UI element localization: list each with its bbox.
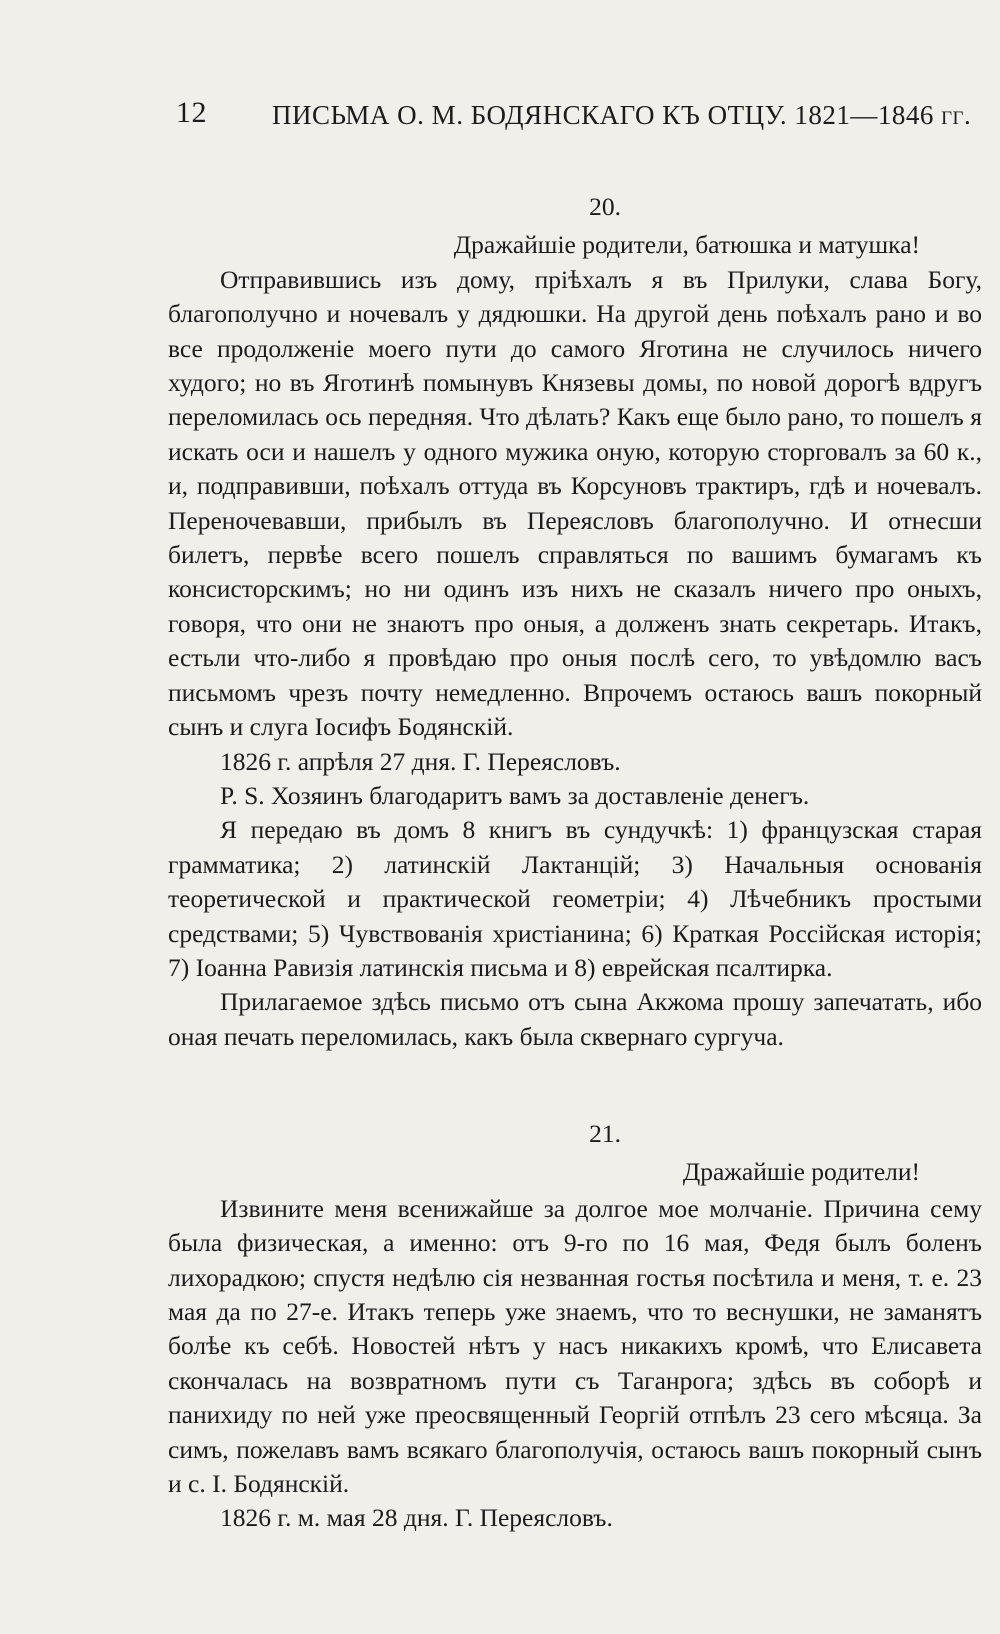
salutation: Дражайшіе родители! xyxy=(682,1157,920,1187)
paragraph: Прилагаемое здѣсь письмо отъ сына Акжома прошу запечатать, ибо оная печать переломилась, какъ была сквернаго сургуча. xyxy=(168,987,982,1051)
paragraph: Отправившись изъ дому, пріѣхалъ я въ Прилуки, слава Богу, благополучно и ночевалъ у дядюшки. На другой день поѣхалъ рано и во все продолженіе моего пути до самого Яготина не случилось ничего худого; но въ Яготинѣ помынувъ Князевы домы, по новой дорогѣ вдругъ переломилась ось передняя. Что дѣлать? Какъ еще было рано, то пошелъ я искать оси и нашелъ у одного мужика оную, которую сторговалъ за 60 к., и, подправивши, поѣхалъ оттуда въ Корсуновъ трактиръ, гдѣ и ночевалъ. Переночевавши, прибылъ въ Переясловъ благополучно. И отнесши билетъ, первѣе всего пошелъ справляться по вашимъ бумагамъ къ консисторскимъ; но ни одинъ изъ нихъ не сказалъ ничего про оныхъ, говоря, что они не знаютъ про оныя, а долженъ знать секретарь. Итакъ, естьли что-либо я провѣдаю про оныя послѣ сего, то увѣдомлю васъ письмомъ чрезъ почту немедленно. Впрочемъ остаюсь вашъ покорный сынъ и слуга Іосифъ Бодянскій. xyxy=(168,264,982,742)
salutation: Дражайшіе родители, батюшка и матушка! xyxy=(453,230,920,260)
date-line: 1826 г. апрѣля 27 дня. Г. Переясловъ. xyxy=(220,746,621,776)
paragraph: Я передаю въ домъ 8 книгъ въ сундучкѣ: 1) французская старая грамматика; 2) латинскій Лактанцій; 3) Начальныя основанія теоретической и практической геометріи; 4) Лѣчебникъ простыми средствами; 5) Чувствованія христіанина; 6) Краткая Россійская исторія; 7) Іоанна Равизія латинскія письма и 8) еврейская псалтирка. xyxy=(168,815,982,982)
letter-number: 21. xyxy=(589,1119,621,1148)
postscript: P. S. Хозяинъ благодаритъ вамъ за доставленіе денегъ. xyxy=(220,780,810,810)
date-line: 1826 г. м. мая 28 дня. Г. Переясловъ. xyxy=(220,1503,613,1533)
page-number: 12 xyxy=(176,96,207,129)
letter-number: 20. xyxy=(589,192,621,221)
running-title: ПИСЬМА О. М. БОДЯНСКАГО КЪ ОТЦУ. 1821—1846 гг. xyxy=(272,100,972,130)
letter-20 xyxy=(168,190,982,1054)
letter-21 xyxy=(168,1117,982,1536)
paragraph: Извините меня всенижайше за долгое мое молчаніе. Причина сему была физическая, а именно: отъ 9-го по 16 мая, Федя былъ боленъ лихорадкою; спустя недѣлю сія незванная гостья посѣтила и меня, т. е. 23 мая да по 27-е. Итакъ теперь уже знаемъ, что то веснушки, не заманятъ болѣе къ себѣ. Новостей нѣтъ у насъ никакихъ кромѣ, что Елисавета скончалась на возвратномъ пути съ Таганрога; здѣсь въ соборѣ и панихиду по ней уже преосвященный Георгій отпѣлъ 23 сего мѣсяца. За симъ, пожелавъ вамъ всякаго благополучія, остаюсь вашъ покорный сынъ и с. І. Бодянскій. xyxy=(168,1193,982,1499)
